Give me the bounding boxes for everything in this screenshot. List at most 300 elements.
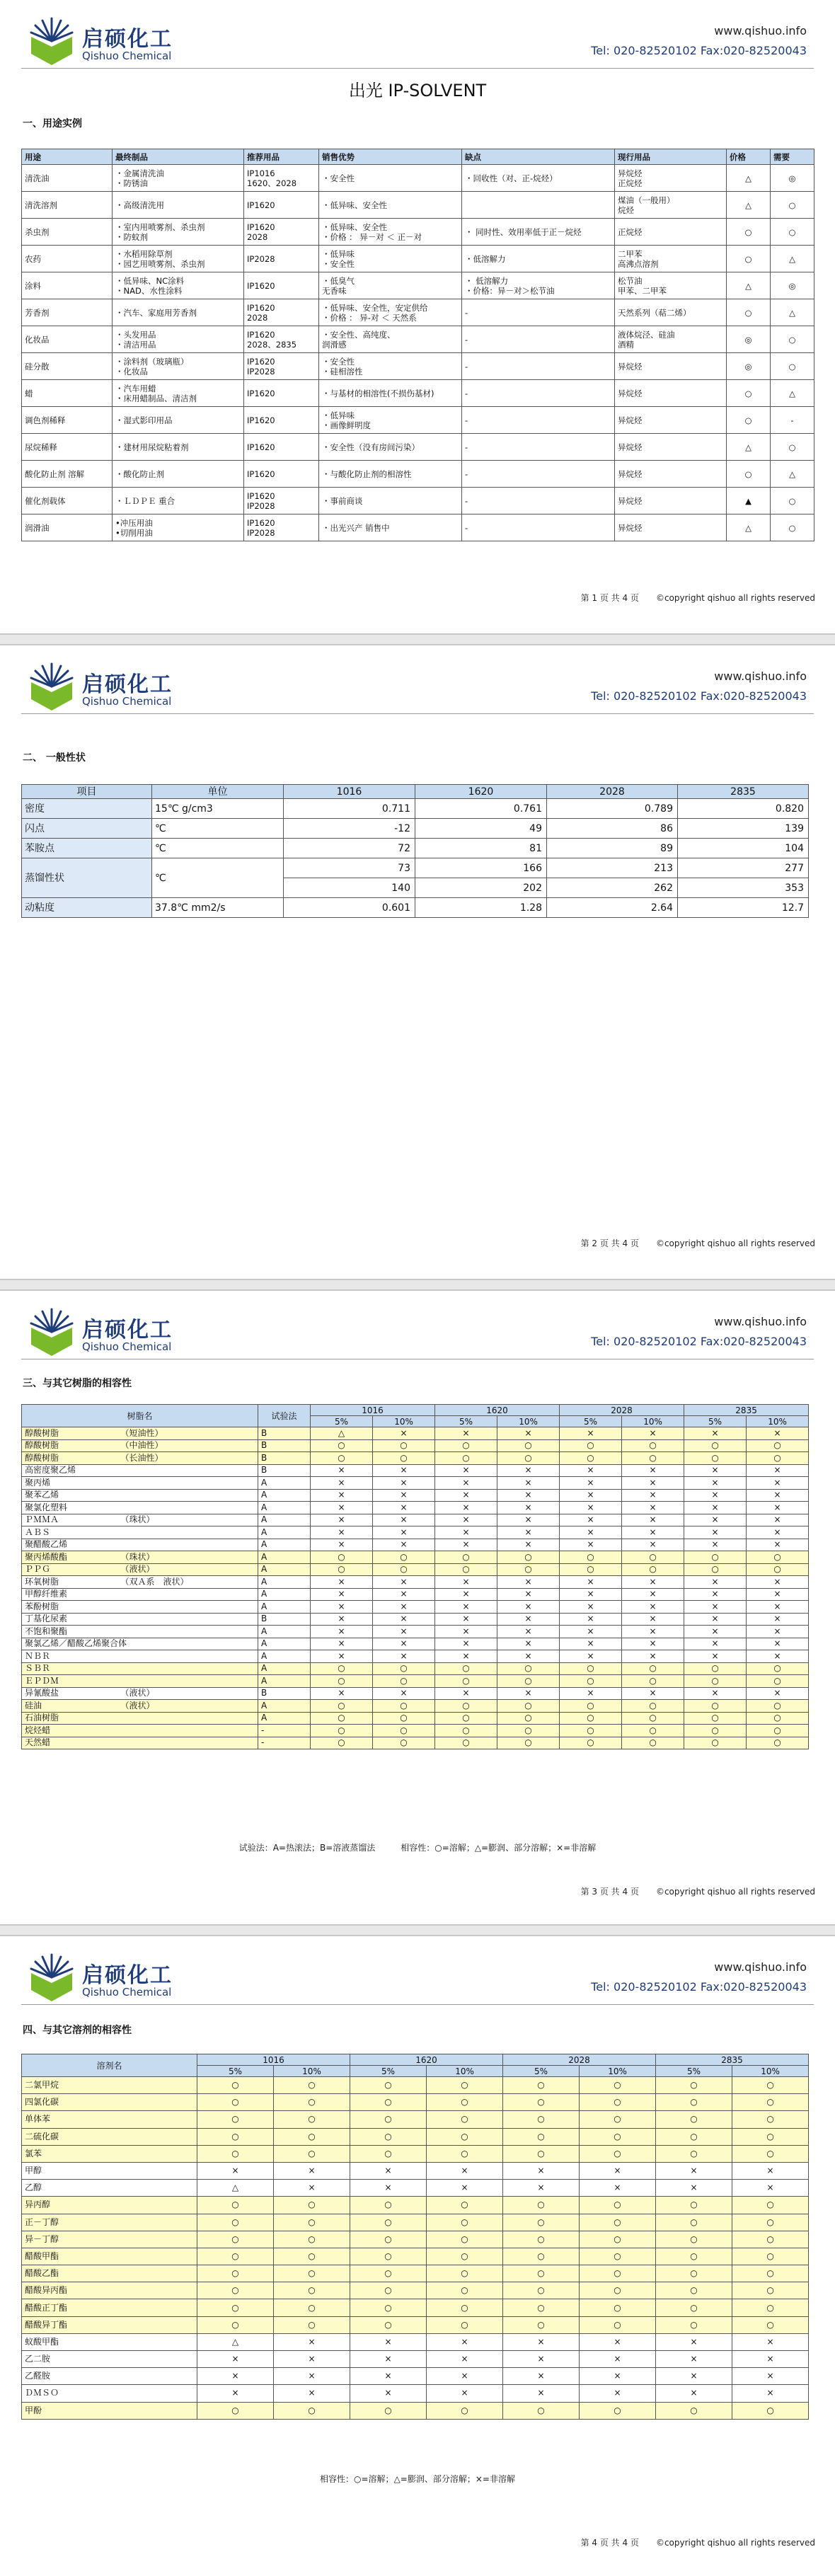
- compat-cell: ○: [747, 1452, 809, 1465]
- resin-name: 醇酸树脂: [22, 1452, 118, 1465]
- compat-cell: ×: [560, 1613, 622, 1626]
- company-logo-icon: [28, 16, 75, 68]
- compat-cell: ○: [311, 1452, 373, 1465]
- compat-cell: ×: [197, 2385, 274, 2402]
- table-cell: IP1620 IP2028: [244, 353, 319, 380]
- compat-cell: ×: [656, 2368, 732, 2385]
- compat-cell: ×: [622, 1601, 684, 1614]
- compat-cell: ×: [497, 1588, 560, 1601]
- compat-cell: ×: [622, 1464, 684, 1477]
- compat-cell: ×: [684, 1601, 747, 1614]
- table-cell: ・ 低溶解力 ・价格：异－对＞松节油: [462, 272, 615, 299]
- table-row: [22, 461, 814, 488]
- resin-name: 高密度聚乙烯: [22, 1464, 258, 1477]
- table-row: [22, 1626, 809, 1638]
- table-row: [22, 819, 809, 839]
- solvent-name: 蚁酸甲酯: [22, 2333, 197, 2350]
- resin-name: 聚丙烯: [22, 1477, 258, 1490]
- compat-cell: ○: [560, 1737, 622, 1749]
- compat-cell: ×: [684, 1650, 747, 1663]
- table-cell: ・头发用品 ・清洁用品: [113, 326, 244, 353]
- compat-cell: ×: [497, 1601, 560, 1614]
- table-cell: ・ＬＤＰＥ 重合: [113, 488, 244, 514]
- document-title: 出光 IP-SOLVENT: [348, 81, 487, 100]
- compat-cell: ○: [311, 1439, 373, 1452]
- table-cell: 异烷烃: [615, 380, 727, 407]
- compat-cell: ×: [560, 1489, 622, 1502]
- table-cell: △: [771, 246, 814, 272]
- test-method: A: [258, 1477, 311, 1490]
- solvent-name: 单体苯: [22, 2111, 197, 2128]
- compat-cell: ×: [503, 2180, 580, 2197]
- table-cell: -: [462, 299, 615, 326]
- compat-cell: ×: [427, 2385, 503, 2402]
- table-cell: △: [727, 434, 771, 461]
- compat-cell: ×: [311, 1576, 373, 1589]
- compat-cell: ×: [747, 1626, 809, 1638]
- grade-header: 1620: [350, 2054, 503, 2066]
- resin-form: （液状）: [118, 1563, 258, 1576]
- page-number: 第 3 页 共 4 页: [580, 1887, 639, 1897]
- table-cell: ・湿式影印用品: [113, 407, 244, 434]
- table-row: [22, 1687, 809, 1700]
- property-name: 蒸馏性状: [22, 858, 152, 898]
- compat-cell: ○: [274, 2094, 350, 2111]
- compat-cell: ×: [656, 2180, 732, 2197]
- property-value: 202: [415, 878, 547, 898]
- property-value: 140: [284, 878, 415, 898]
- column-header: 2028: [547, 785, 678, 799]
- compat-cell: ○: [503, 2111, 580, 2128]
- compat-cell: ○: [350, 2231, 427, 2248]
- table-cell: IP1016 1620、2028: [244, 165, 319, 192]
- compat-cell: ○: [427, 2299, 503, 2316]
- table-row: [22, 2385, 809, 2402]
- compat-cell: ○: [622, 1675, 684, 1688]
- brand-name-cn: 启硕化工: [82, 1963, 173, 1988]
- table-cell: [462, 192, 615, 219]
- compat-cell: ○: [656, 2145, 732, 2162]
- compat-cell: ×: [622, 1539, 684, 1551]
- compat-cell: ○: [350, 2145, 427, 2162]
- compat-cell: ○: [197, 2145, 274, 2162]
- website: www.qishuo.info: [714, 1960, 807, 1974]
- table-row: [22, 2214, 809, 2231]
- compat-cell: ×: [497, 1427, 560, 1440]
- company-logo-icon: [28, 661, 75, 713]
- compat-cell: ×: [373, 1514, 435, 1526]
- compat-cell: ×: [503, 2368, 580, 2385]
- table-row: [22, 407, 814, 434]
- grade-header: 1016: [311, 1405, 435, 1416]
- property-value: 89: [547, 839, 678, 858]
- table-cell: ・水稻用除草剂 ・园艺用喷雾剂、杀虫剂: [113, 246, 244, 272]
- compat-cell: ×: [747, 1613, 809, 1626]
- compat-cell: ×: [747, 1601, 809, 1614]
- compat-cell: ○: [747, 1712, 809, 1725]
- table-row: [22, 2248, 809, 2265]
- compat-cell: ×: [747, 1687, 809, 1700]
- table-cell: 酸化防止剂 溶解: [22, 461, 113, 488]
- compat-cell: ×: [435, 1539, 497, 1551]
- compat-cell: ○: [197, 2094, 274, 2111]
- table-row: [22, 1662, 809, 1675]
- solvent-compatibility-table: [21, 2054, 809, 2420]
- brand-name-cn: 启硕化工: [82, 1318, 173, 1342]
- test-method: B: [258, 1464, 311, 1477]
- table-cell: 芳香剂: [22, 299, 113, 326]
- grade-header: 2835: [684, 1405, 809, 1416]
- compat-cell: ○: [311, 1725, 373, 1737]
- property-value: 86: [547, 819, 678, 839]
- table-cell: △: [771, 461, 814, 488]
- compat-cell: ○: [684, 1737, 747, 1749]
- test-method: A: [258, 1700, 311, 1713]
- compat-cell: ○: [503, 2214, 580, 2231]
- table-cell: ・低异味 ・安全性: [319, 246, 462, 272]
- table-cell: ○: [727, 380, 771, 407]
- table-row: [22, 1477, 809, 1490]
- table-cell: ・低溶解力: [462, 246, 615, 272]
- table-cell: ◎: [727, 326, 771, 353]
- compat-cell: ○: [503, 2094, 580, 2111]
- compat-cell: ×: [622, 1502, 684, 1514]
- compat-cell: ○: [732, 2094, 809, 2111]
- table-row: [22, 326, 814, 353]
- compat-cell: ×: [747, 1489, 809, 1502]
- compat-cell: ○: [373, 1725, 435, 1737]
- table-row: [22, 165, 814, 192]
- table-cell: -: [462, 326, 615, 353]
- compat-cell: ○: [197, 2214, 274, 2231]
- column-header: 需要: [771, 149, 814, 165]
- compat-cell: ×: [580, 2385, 656, 2402]
- table-cell: ・回收性（对、正-烷烃）: [462, 165, 615, 192]
- compat-cell: △: [197, 2180, 274, 2197]
- percent-header: 10%: [732, 2066, 809, 2077]
- compat-cell: ×: [684, 1526, 747, 1539]
- compat-cell: ○: [656, 2299, 732, 2316]
- compat-cell: ×: [497, 1613, 560, 1626]
- compat-cell: ○: [350, 2128, 427, 2145]
- compat-cell: ○: [747, 1551, 809, 1564]
- table-row: [22, 380, 814, 407]
- compat-cell: ×: [311, 1502, 373, 1514]
- compat-cell: ×: [373, 1427, 435, 1440]
- table-cell: IP1620 2028、2835: [244, 326, 319, 353]
- resin-name: ＰＭＭＡ: [22, 1514, 118, 1526]
- table-row: [22, 2265, 809, 2282]
- solvent-name: 甲酚: [22, 2402, 197, 2419]
- compat-cell: ○: [373, 1551, 435, 1564]
- compat-cell: ×: [497, 1502, 560, 1514]
- compat-cell: ×: [560, 1526, 622, 1539]
- page-4: [0, 1936, 835, 2576]
- table-cell: ○: [727, 219, 771, 246]
- table-cell: 异烷烃: [615, 353, 727, 380]
- table-cell: ・出光兴产 销售中: [319, 514, 462, 541]
- compat-cell: ×: [622, 1427, 684, 1440]
- brand-name-en: Qishuo Chemical: [82, 1986, 172, 1999]
- table-cell: ・安全性（没有房间污染）: [319, 434, 462, 461]
- table-cell: ○: [771, 219, 814, 246]
- compat-cell: ○: [560, 1452, 622, 1465]
- compat-cell: ○: [747, 1725, 809, 1737]
- compat-cell: ○: [274, 2197, 350, 2214]
- compat-cell: ×: [684, 1576, 747, 1589]
- compat-cell: ○: [684, 1551, 747, 1564]
- compat-cell: ×: [350, 2385, 427, 2402]
- compat-cell: ×: [435, 1588, 497, 1601]
- property-unit: 37.8℃ mm2/s: [152, 898, 284, 918]
- grade-header: 1620: [435, 1405, 560, 1416]
- table-row: [22, 1737, 809, 1749]
- compat-cell: ×: [274, 2180, 350, 2197]
- test-method: A: [258, 1638, 311, 1650]
- compat-cell: ○: [435, 1675, 497, 1688]
- table-cell: -: [462, 461, 615, 488]
- percent-header: 10%: [747, 1416, 809, 1427]
- table-row: [22, 1588, 809, 1601]
- compat-cell: ○: [497, 1737, 560, 1749]
- compat-cell: ×: [684, 1464, 747, 1477]
- table-cell: ○: [771, 192, 814, 219]
- compat-cell: ○: [373, 1662, 435, 1675]
- resin-name: ＰＰＧ: [22, 1563, 118, 1576]
- page-number: 第 4 页 共 4 页: [580, 2538, 639, 2548]
- section-title: 四、与其它溶剂的相容性: [23, 2025, 132, 2036]
- table-cell: ・汽车用蜡 ・床用蜡制品、清洁剂: [113, 380, 244, 407]
- resin-form: （液状）: [118, 1687, 258, 1700]
- compat-cell: ○: [656, 2248, 732, 2265]
- table-cell: △: [727, 192, 771, 219]
- property-name: 闪点: [22, 819, 152, 839]
- compat-cell: ○: [350, 2248, 427, 2265]
- table-row: [22, 2402, 809, 2419]
- compat-cell: ×: [435, 1576, 497, 1589]
- brand-name-en: Qishuo Chemical: [82, 695, 172, 708]
- table-row: [22, 192, 814, 219]
- compat-cell: ×: [373, 1477, 435, 1490]
- compat-cell: △: [311, 1427, 373, 1440]
- compat-cell: ○: [350, 2214, 427, 2231]
- table-cell: -: [462, 353, 615, 380]
- page-header: [0, 1936, 835, 2014]
- compat-cell: ○: [622, 1725, 684, 1737]
- contact-phone-fax: Tel: 020-82520102 Fax:020-82520043: [591, 689, 807, 703]
- compat-cell: ○: [427, 2282, 503, 2299]
- section-title: 二、 一般性状: [23, 752, 86, 764]
- table-cell: 异烷烃: [615, 461, 727, 488]
- compat-cell: ○: [427, 2316, 503, 2333]
- compat-cell: ×: [747, 1526, 809, 1539]
- compat-cell: ×: [560, 1601, 622, 1614]
- compat-cell: ○: [732, 2128, 809, 2145]
- table-cell: ・建材用尿烷粘着剂: [113, 434, 244, 461]
- page-1: [0, 0, 835, 633]
- compat-cell: ○: [656, 2077, 732, 2094]
- table-row: [22, 2180, 809, 2197]
- compat-cell: ○: [622, 1452, 684, 1465]
- table-row: [22, 488, 814, 514]
- table-cell: △: [727, 165, 771, 192]
- compat-cell: ○: [560, 1675, 622, 1688]
- table-cell: ○: [771, 353, 814, 380]
- property-value: 262: [547, 878, 678, 898]
- table-row: [22, 2368, 809, 2385]
- test-method: A: [258, 1662, 311, 1675]
- property-unit: 15℃ g/cm3: [152, 799, 284, 819]
- compat-cell: ○: [350, 2299, 427, 2316]
- solvent-name: 二硫化碳: [22, 2128, 197, 2145]
- compat-cell: ○: [622, 1563, 684, 1576]
- property-unit: ℃: [152, 839, 284, 858]
- compat-cell: ×: [373, 1489, 435, 1502]
- resin-name: 不饱和聚酯: [22, 1626, 258, 1638]
- compat-cell: ○: [656, 2128, 732, 2145]
- grade-header: 2028: [560, 1405, 684, 1416]
- compat-cell: ×: [560, 1427, 622, 1440]
- compat-cell: ○: [747, 1675, 809, 1688]
- compat-cell: ×: [373, 1588, 435, 1601]
- table-cell: ・汽车、家庭用芳香剂: [113, 299, 244, 326]
- table-row: [22, 1427, 809, 1440]
- compat-cell: ○: [435, 1737, 497, 1749]
- compat-cell: ×: [435, 1601, 497, 1614]
- compat-cell: ×: [684, 1477, 747, 1490]
- compat-cell: ×: [747, 1464, 809, 1477]
- solvent-name: 乙二胺: [22, 2351, 197, 2368]
- compat-cell: ×: [622, 1489, 684, 1502]
- compat-cell: ×: [274, 2351, 350, 2368]
- table-cell: ・安全性、高纯度、 润滑感: [319, 326, 462, 353]
- compat-cell: ×: [684, 1427, 747, 1440]
- table-row: [22, 839, 809, 858]
- resin-name: ＳＢＲ: [22, 1662, 258, 1675]
- table-cell: △: [771, 299, 814, 326]
- table-row: [22, 2197, 809, 2214]
- property-unit: ℃: [152, 819, 284, 839]
- solvent-name: 乙醇: [22, 2180, 197, 2197]
- compat-cell: ×: [622, 1613, 684, 1626]
- table-cell: IP1620 IP2028: [244, 488, 319, 514]
- table-cell: ・与基材的相溶性(不损伤基材): [319, 380, 462, 407]
- table-row: [22, 2162, 809, 2179]
- table-row: [22, 2351, 809, 2368]
- header-divider: [21, 713, 814, 714]
- compat-cell: ○: [274, 2077, 350, 2094]
- table-row: [22, 2231, 809, 2248]
- compat-cell: ×: [427, 2351, 503, 2368]
- compat-cell: ○: [350, 2094, 427, 2111]
- table-cell: 清洗溶剂: [22, 192, 113, 219]
- resin-name: 聚丙烯酸酯: [22, 1551, 118, 1564]
- table-cell: ○: [727, 299, 771, 326]
- table-row: [22, 1712, 809, 1725]
- compat-cell: ○: [311, 1737, 373, 1749]
- solvent-name: 二氯甲烷: [22, 2077, 197, 2094]
- percent-header: 5%: [197, 2066, 274, 2077]
- test-method: A: [258, 1712, 311, 1725]
- test-method: A: [258, 1502, 311, 1514]
- compat-cell: ○: [427, 2094, 503, 2111]
- compat-cell: ○: [427, 2214, 503, 2231]
- table-cell: IP2028: [244, 246, 319, 272]
- compat-cell: ×: [350, 2180, 427, 2197]
- solvent-name: 正－丁醇: [22, 2214, 197, 2231]
- compat-cell: ×: [497, 1539, 560, 1551]
- compat-cell: ×: [311, 1626, 373, 1638]
- compat-cell: ○: [684, 1662, 747, 1675]
- compat-cell: ○: [373, 1737, 435, 1749]
- compat-cell: ×: [311, 1514, 373, 1526]
- header-row: [22, 2054, 809, 2066]
- compat-cell: ○: [427, 2111, 503, 2128]
- compat-cell: ×: [503, 2162, 580, 2179]
- contact-phone-fax: Tel: 020-82520102 Fax:020-82520043: [591, 1980, 807, 1994]
- test-method: A: [258, 1588, 311, 1601]
- compat-cell: ○: [373, 1675, 435, 1688]
- percent-header: 5%: [503, 2066, 580, 2077]
- compat-cell: ○: [274, 2316, 350, 2333]
- compat-cell: ○: [503, 2402, 580, 2419]
- page-2: [0, 645, 835, 1279]
- table-cell: ・低异味 ・画像鲜明度: [319, 407, 462, 434]
- compat-cell: ○: [197, 2231, 274, 2248]
- compat-cell: ○: [747, 1700, 809, 1713]
- compat-cell: ○: [560, 1712, 622, 1725]
- percent-header: 10%: [622, 1416, 684, 1427]
- compat-cell: ×: [560, 1539, 622, 1551]
- compat-cell: ○: [503, 2299, 580, 2316]
- compat-cell: ×: [197, 2351, 274, 2368]
- compat-cell: ×: [311, 1489, 373, 1502]
- compat-cell: ×: [656, 2333, 732, 2350]
- percent-header: 10%: [373, 1416, 435, 1427]
- percent-header: 10%: [427, 2066, 503, 2077]
- compat-cell: ×: [622, 1526, 684, 1539]
- resin-name: 甲醇纤维素: [22, 1588, 258, 1601]
- compat-cell: ○: [503, 2231, 580, 2248]
- brand-name-en: Qishuo Chemical: [82, 1340, 172, 1353]
- compat-cell: ×: [560, 1502, 622, 1514]
- compat-cell: ○: [580, 2214, 656, 2231]
- compat-cell: ○: [747, 1737, 809, 1749]
- table-cell: 正烷烃: [615, 219, 727, 246]
- table-row: [22, 514, 814, 541]
- compat-cell: ○: [311, 1675, 373, 1688]
- solvent-name: 乙醛胺: [22, 2368, 197, 2385]
- compat-cell: ○: [435, 1452, 497, 1465]
- copyright-text: ©copyright qishuo all rights reserved: [655, 2538, 815, 2548]
- header-divider: [21, 2004, 814, 2005]
- test-method: A: [258, 1675, 311, 1688]
- compat-cell: ○: [435, 1725, 497, 1737]
- contact-phone-fax: Tel: 020-82520102 Fax:020-82520043: [591, 1335, 807, 1348]
- compat-cell: ○: [732, 2316, 809, 2333]
- solvent-name: 醋酸正丁酯: [22, 2299, 197, 2316]
- table-cell: 松节油 甲苯、二甲苯: [615, 272, 727, 299]
- compat-cell: ○: [503, 2265, 580, 2282]
- compat-cell: ×: [622, 1576, 684, 1589]
- property-value: 166: [415, 858, 547, 878]
- copyright-text: ©copyright qishuo all rights reserved: [655, 1238, 815, 1248]
- percent-header: 5%: [656, 2066, 732, 2077]
- compat-cell: ×: [373, 1576, 435, 1589]
- table-row: [22, 2077, 809, 2094]
- compat-cell: ×: [560, 1650, 622, 1663]
- page-header: [0, 0, 835, 78]
